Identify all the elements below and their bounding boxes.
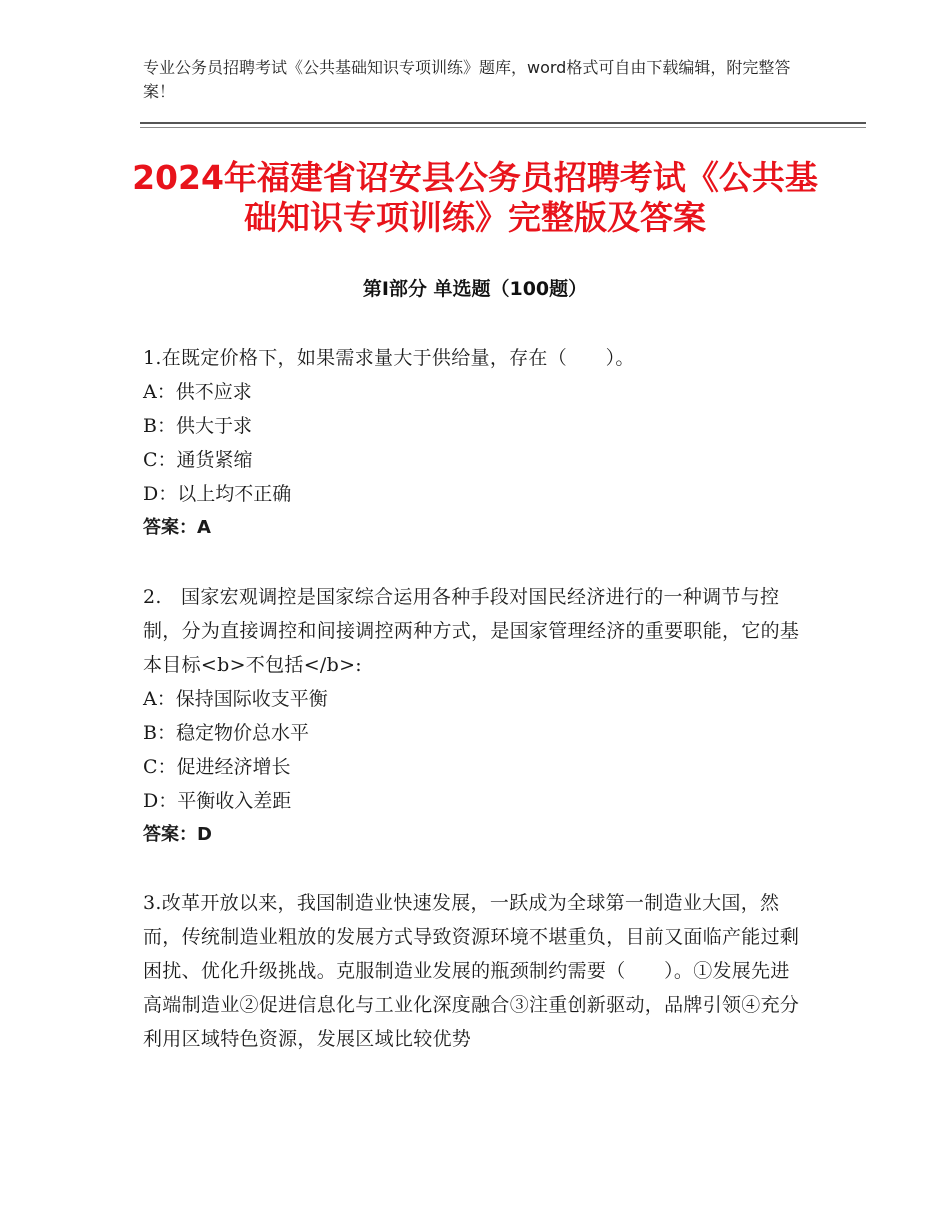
option-a: A：供不应求 — [143, 381, 252, 403]
option-c: C：通货紧缩 — [143, 449, 253, 471]
question-stem: 3.改革开放以来，我国制造业快速发展，一跃成为全球第一制造业大国，然而，传统制造业粗放的发展方式导致资源环境不堪重负，目前又面临产能过剩困扰、优化升级挑战。克服制造业发展的瓶颈制约需要（ ）。①发展先进高端制造业②促进信息化与工业化深度融合③注重创新驱动，品牌引领④充分利用区域特色资源，发展区域比较优势 — [143, 892, 800, 1050]
question-2 — [143, 580, 803, 852]
option-d: D：以上均不正确 — [143, 483, 292, 505]
question-stem: 1.在既定价格下，如果需求量大于供给量，存在（ ）。 — [143, 347, 635, 369]
header-divider-thin — [140, 127, 866, 128]
header-divider — [140, 122, 866, 124]
option-a: A：保持国际收支平衡 — [143, 688, 328, 710]
answer-label: 答案：A — [143, 517, 211, 538]
question-stem: 2. 国家宏观调控是国家综合运用各种手段对国民经济进行的一种调节与控制，分为直接调控和间接调控两种方式，是国家管理经济的重要职能，它的基本目标<b>不包括</b>: — [143, 586, 800, 676]
option-b: B：稳定物价总水平 — [143, 722, 309, 744]
option-c: C：促进经济增长 — [143, 756, 291, 778]
answer-label: 答案：D — [143, 824, 212, 845]
question-3 — [143, 886, 803, 1056]
section-heading: 第Ⅰ部分 单选题（100题） — [362, 278, 588, 300]
header-note: 专业公务员招聘考试《公共基础知识专项训练》题库，word格式可自由下载编辑，附完整答案！ — [143, 58, 791, 101]
option-b: B：供大于求 — [143, 415, 252, 437]
document-title: 2024年福建省诏安县公务员招聘考试《公共基础知识专项训练》完整版及答案 — [132, 158, 818, 237]
question-1 — [143, 341, 803, 545]
option-d: D：平衡收入差距 — [143, 790, 292, 812]
